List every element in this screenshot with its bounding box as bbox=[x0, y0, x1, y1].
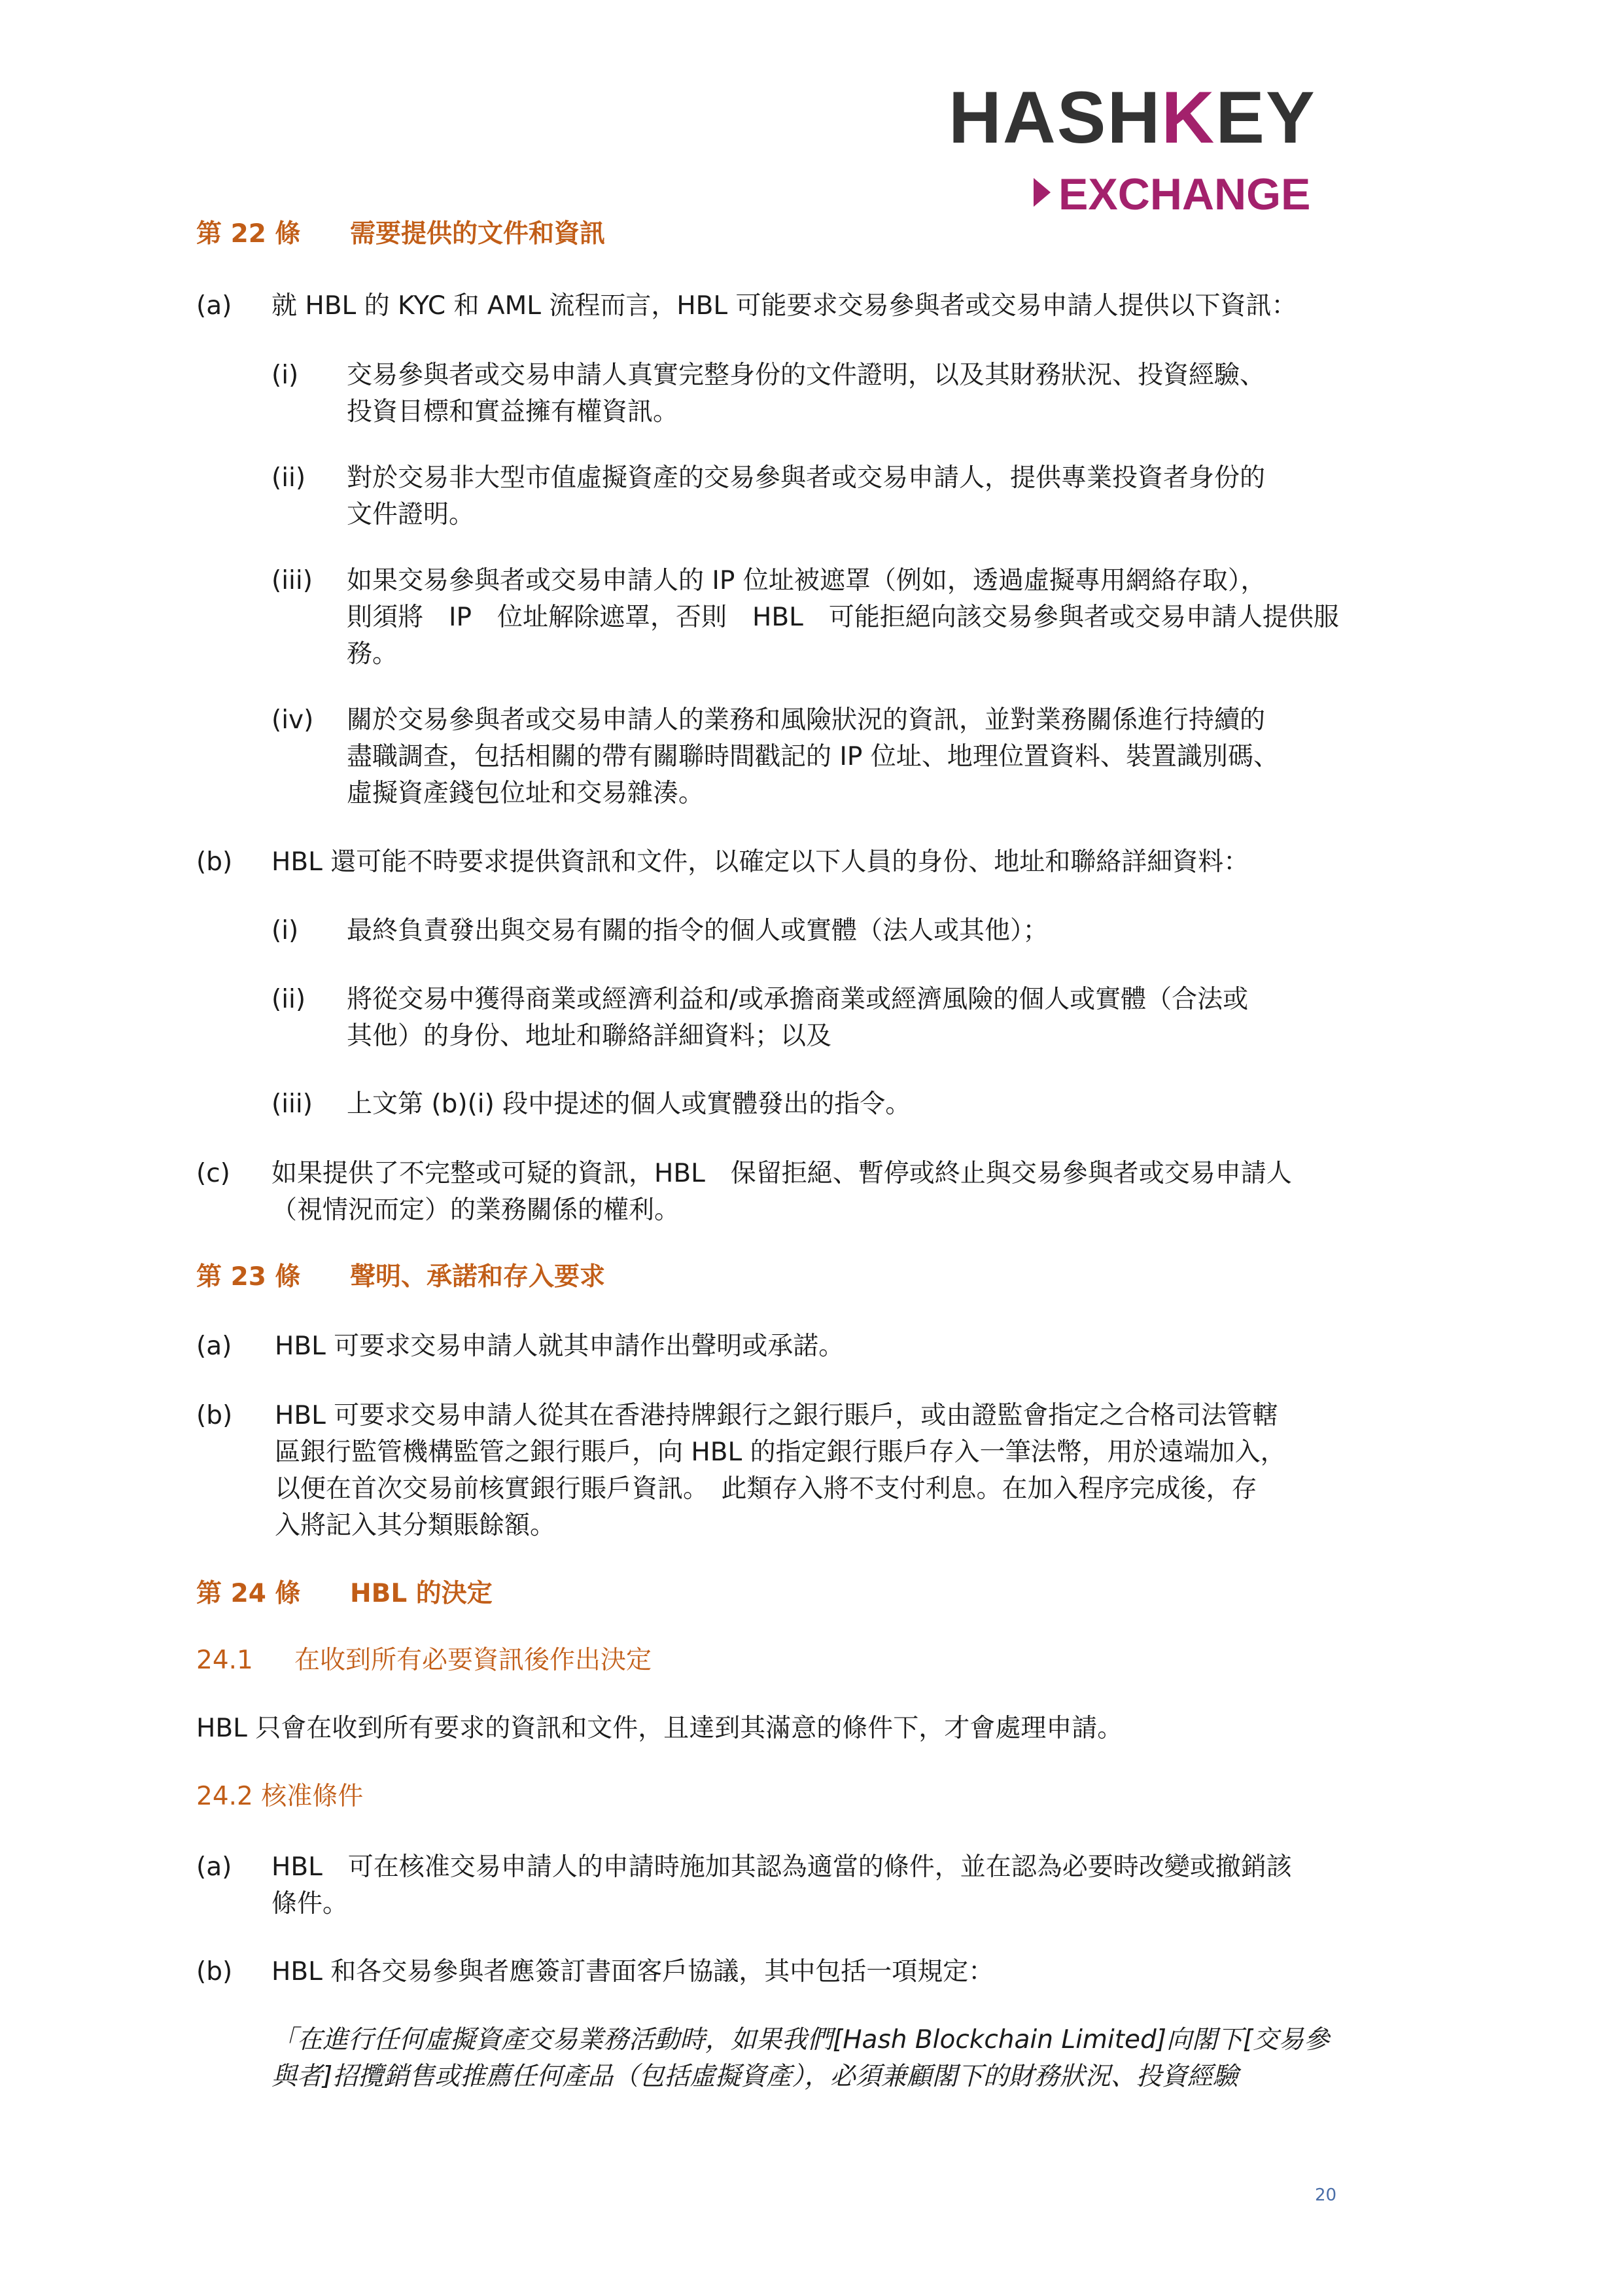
sec22-b-text: HBL 還可能不時要求提供資訊和文件，以確定以下人員的身份、地址和聯絡詳細資料： bbox=[271, 847, 1249, 877]
sec22-a-i-label: (i) bbox=[271, 361, 299, 390]
sec23-a-text: HBL 可要求交易申請人就其申請作出聲明或承諾。 bbox=[275, 1332, 845, 1361]
sec22-a-iv-line3: 虛擬資產錢包位址和交易雜湊。 bbox=[347, 779, 705, 808]
sec24-2-b-label: (b) bbox=[196, 1957, 233, 1987]
sec23-b-label: (b) bbox=[196, 1401, 233, 1430]
sec23-b-line3: 以便在首次交易前核實銀行賬戶資訊。 此類存入將不支付利息。在加入程序完成後，存 bbox=[275, 1474, 1257, 1504]
sec22-title: 需要提供的文件和資訊 bbox=[350, 219, 606, 249]
sec24-1-text: HBL 只會在收到所有要求的資訊和文件，且達到其滿意的條件下，才會處理申請。 bbox=[196, 1714, 1123, 1743]
sec22-a-iii-label: (iii) bbox=[271, 566, 313, 595]
sec22-a-ii-label: (ii) bbox=[271, 463, 306, 493]
sec22-a-iv-line2: 盡職調查，包括相關的帶有關聯時間戳記的 IP 位址、地理位置資料、裝置識別碼、 bbox=[347, 742, 1279, 771]
sec23-a-label: (a) bbox=[196, 1332, 232, 1361]
sec24-1-title: 在收到所有必要資訊後作出決定 bbox=[294, 1646, 652, 1675]
exchange-logo bbox=[1034, 171, 1321, 217]
sec22-b-ii-line2: 其他）的身份、地址和聯絡詳細資料；以及 bbox=[347, 1021, 832, 1051]
sec22-b-ii-line1: 將從交易中獲得商業或經濟利益和/或承擔商業或經濟風險的個人或實體（合法或 bbox=[347, 985, 1249, 1014]
logo-exchange-text: EXCHANGE bbox=[1058, 169, 1311, 219]
sec22-c-line2: （視情況而定）的業務關係的權利。 bbox=[271, 1195, 680, 1225]
play-triangle-icon bbox=[1034, 178, 1051, 207]
sec24-2-a-line2: 條件。 bbox=[271, 1889, 349, 1918]
sec24-1-number: 24.1 bbox=[196, 1646, 253, 1675]
sec24-title: HBL 的決定 bbox=[350, 1579, 493, 1608]
sec22-a-ii-line2: 文件證明。 bbox=[347, 500, 475, 529]
sec24-2-title: 24.2 核准條件 bbox=[196, 1782, 364, 1811]
sec23-b-line4: 入將記入其分類賬餘額。 bbox=[275, 1511, 556, 1540]
sec22-a-i-line2: 投資目標和實益擁有權資訊。 bbox=[347, 397, 679, 427]
sec22-a-ii-line1: 對於交易非大型市值虛擬資產的交易參與者或交易申請人，提供專業投資者身份的 bbox=[347, 463, 1266, 493]
logo-k-text: K bbox=[1161, 77, 1216, 158]
sec23-number: 第 23 條 bbox=[196, 1262, 301, 1292]
logo-hash-text: HASH bbox=[949, 77, 1162, 158]
sec24-2-quote-line2: 與者]招攬銷售或推薦任何產品（包括虛擬資產），必須兼顧閣下的財務狀況、投資經驗 bbox=[271, 2062, 1238, 2091]
sec24-number: 第 24 條 bbox=[196, 1579, 301, 1608]
sec22-a-iii-line2: 則須將 IP 位址解除遮罩，否則 HBL 可能拒絕向該交易參與者或交易申請人提供服 bbox=[347, 603, 1339, 632]
sec22-b-i-label: (i) bbox=[271, 916, 299, 945]
hashkey-logo bbox=[949, 77, 1341, 158]
sec23-b-line1: HBL 可要求交易申請人從其在香港持牌銀行之銀行賬戶，或由證監會指定之合格司法管轄 bbox=[275, 1401, 1278, 1430]
sec24-2-a-label: (a) bbox=[196, 1852, 232, 1882]
sec22-c-label: (c) bbox=[196, 1159, 230, 1188]
sec22-b-iii-label: (iii) bbox=[271, 1089, 313, 1119]
sec22-a-text: 就 HBL 的 KYC 和 AML 流程而言，HBL 可能要求交易參與者或交易申請人提供以下資訊： bbox=[271, 291, 1297, 321]
sec22-a-iii-line1: 如果交易參與者或交易申請人的 IP 位址被遮罩（例如，透過虛擬專用網絡存取）， bbox=[347, 566, 1266, 595]
sec22-b-i-line1: 最終負責發出與交易有關的指令的個人或實體（法人或其他）； bbox=[347, 916, 1049, 945]
sec22-c-line1: 如果提供了不完整或可疑的資訊，HBL 保留拒絕、暫停或終止與交易參與者或交易申請人 bbox=[271, 1159, 1292, 1188]
logo-ey-text: EY bbox=[1215, 77, 1316, 158]
sec22-a-i-line1: 交易參與者或交易申請人真實完整身份的文件證明，以及其財務狀況、投資經驗、 bbox=[347, 361, 1266, 390]
sec22-b-label: (b) bbox=[196, 847, 233, 877]
sec23-b-line2: 區銀行監管機構監管之銀行賬戶，向 HBL 的指定銀行賬戶存入一筆法幣，用於遠端加入， bbox=[275, 1438, 1286, 1467]
sec22-b-iii-line1: 上文第 (b)(i) 段中提述的個人或實體發出的指令。 bbox=[347, 1089, 911, 1119]
sec22-a-iv-line1: 關於交易參與者或交易申請人的業務和風險狀況的資訊，並對業務關係進行持續的 bbox=[347, 705, 1266, 735]
page-number: 20 bbox=[1315, 2185, 1337, 2205]
sec22-number: 第 22 條 bbox=[196, 219, 301, 249]
sec23-title: 聲明、承諾和存入要求 bbox=[350, 1262, 606, 1292]
sec24-2-a-line1: HBL 可在核准交易申請人的申請時施加其認為適當的條件，並在認為必要時改變或撤銷該 bbox=[271, 1852, 1292, 1882]
sec22-a-iii-line3: 務。 bbox=[347, 639, 398, 669]
sec22-a-label: (a) bbox=[196, 291, 232, 321]
sec22-a-iv-label: (iv) bbox=[271, 705, 314, 735]
sec24-2-quote-line1: 「在進行任何虛擬資產交易業務活動時，如果我們[Hash Blockchain Limited]向閣下[交易參 bbox=[271, 2025, 1330, 2055]
sec22-b-ii-label: (ii) bbox=[271, 985, 306, 1014]
sec24-2-b-text: HBL 和各交易參與者應簽訂書面客戶協議，其中包括一項規定： bbox=[271, 1957, 994, 1987]
